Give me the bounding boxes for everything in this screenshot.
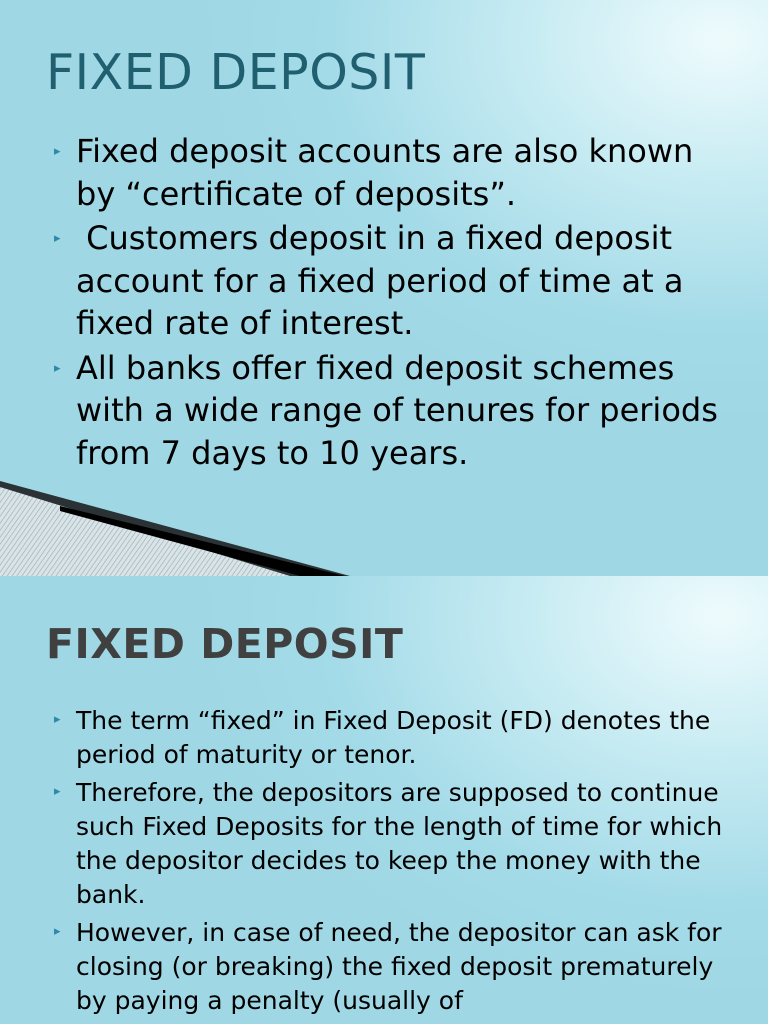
slide-2-bullet-item: [46, 704, 736, 772]
slide-2-bullet-text: However, in case of need, the depositor can ask for closing (or breaking) the fixed deposit prematurely by paying a penalty (usually of: [76, 918, 722, 1015]
slide-1-bullet-item: [46, 130, 736, 215]
slide-1-bullet-text: All banks offer fixed deposit schemes with a wide range of tenures for periods from 7 days to 10 years.: [76, 348, 718, 472]
slide-2-bullet-item: [46, 776, 736, 912]
triangle-bullet-icon: ▸: [54, 360, 61, 376]
slide-2-bullet-text: The term “fixed” in Fixed Deposit (FD) denotes the period of maturity or tenor.: [76, 706, 711, 769]
decorative-stripe-graphic: [0, 481, 360, 576]
slide-1-bullet-item: [46, 217, 736, 345]
triangle-bullet-icon: ▸: [54, 784, 61, 799]
triangle-bullet-icon: ▸: [54, 924, 61, 939]
triangle-bullet-icon: ▸: [54, 144, 61, 159]
slide-2-bullet-item: [46, 916, 736, 1018]
slide-1-bullet-text: Fixed deposit accounts are also known by “certificate of deposits”.: [76, 132, 694, 213]
triangle-bullet-icon: ▸: [54, 712, 61, 727]
slide-1-bullet-list: [46, 130, 736, 476]
slide-2-title: FIXED DEPOSIT: [46, 620, 404, 668]
slide-1-bullet-text: Customers deposit in a fixed deposit account for a fixed period of time at a fixed rate of interest.: [76, 219, 694, 342]
triangle-bullet-icon: ▸: [54, 231, 61, 246]
slide-1-title: FIXED DEPOSIT: [46, 44, 426, 101]
slide-2-bullet-text: Therefore, the depositors are supposed to continue such Fixed Deposits for the length of time for which the depositor decides to keep the money with the bank.: [76, 778, 723, 909]
slide-2: [0, 576, 768, 1024]
slide-1-bullet-item: [46, 347, 736, 475]
slide-2-bullet-list: [46, 704, 736, 1022]
